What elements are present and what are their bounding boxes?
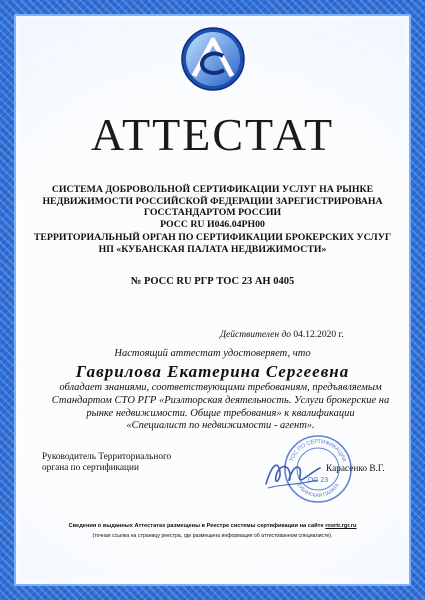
signatory-line: органа по сертификации [42, 463, 139, 473]
qualification-line: обладает знаниями, соответствующими требованиям, предъявляемым [59, 382, 382, 393]
registry-note [30, 523, 395, 529]
signatory-line: Руководитель Территориального [42, 452, 172, 462]
organ-line: ТЕРРИТОРИАЛЬНЫЙ ОРГАН ПО СЕРТИФИКАЦИИ БРОКЕРСКИХ УСЛУГ [33, 232, 392, 243]
qualification-line: «Специалист по недвижимости - агент». [126, 420, 315, 432]
system-line: СИСТЕМА ДОБРОВОЛЬНОЙ СЕРТИФИКАЦИИ УСЛУГ НА РЫНКЕ [51, 184, 374, 195]
registry-note-text: Сведения о выданных Аттестатах размещены в Реестре системы сертификации на сайте [68, 523, 324, 529]
registry-note-detail: (точная ссылка на страницу реестра, где размещена информация об аттестованном специалисте). [92, 533, 333, 539]
stamp-center-text: ОС 23 [307, 477, 329, 484]
registry-link[interactable]: rosrtr.rgr.ru [325, 523, 357, 529]
certificate-content [30, 26, 395, 576]
certification-organ-block [30, 232, 395, 255]
validity-prefix: Действителен до [220, 330, 292, 340]
signatory-title [42, 452, 182, 474]
holder-name: Гаврилова Екатерина Сергеевна [75, 362, 350, 381]
certification-system-block [30, 184, 395, 230]
ac-emblem-icon [180, 26, 246, 92]
system-line: НЕДВИЖИМОСТИ РОССИЙСКОЙ ФЕДЕРАЦИИ ЗАРЕГИСТРИРОВАНА [42, 195, 383, 207]
system-line: ГОССТАНДАРТОМ РОССИИ [143, 207, 282, 219]
handwritten-signature [262, 454, 324, 494]
qualification-line: рынке недвижимости. Общие требования» к квалификации [86, 407, 355, 419]
certificate-title: АТТЕСТАТ [90, 109, 335, 160]
qualification-text [48, 382, 393, 433]
system-line: РОСС RU И046.04РН00 [160, 218, 265, 230]
certificate-number: № РОСС RU РГР ТОС 23 АН 0405 [130, 276, 295, 287]
validity-date: 04.12.2020 г. [293, 330, 344, 340]
stamp-ring-text: ТОС ПО СЕРТИФИКАЦИИ [289, 438, 347, 463]
organ-line: НП «КУБАНСКАЯ ПАЛАТА НЕДВИЖИМОСТИ» [98, 243, 327, 255]
signatory-name: Карасенко В.Г. [326, 464, 385, 474]
validity-line [220, 330, 395, 340]
certificate-intro: Настоящий аттестат удостоверяет, что [114, 348, 311, 359]
qualification-line: Стандартом СТО РГР «Риэлторская деятельность. Услуги брокерские на [51, 394, 390, 406]
stamp-bottom-text: КУБАНСКАЯ ПАЛАТА [295, 482, 341, 500]
